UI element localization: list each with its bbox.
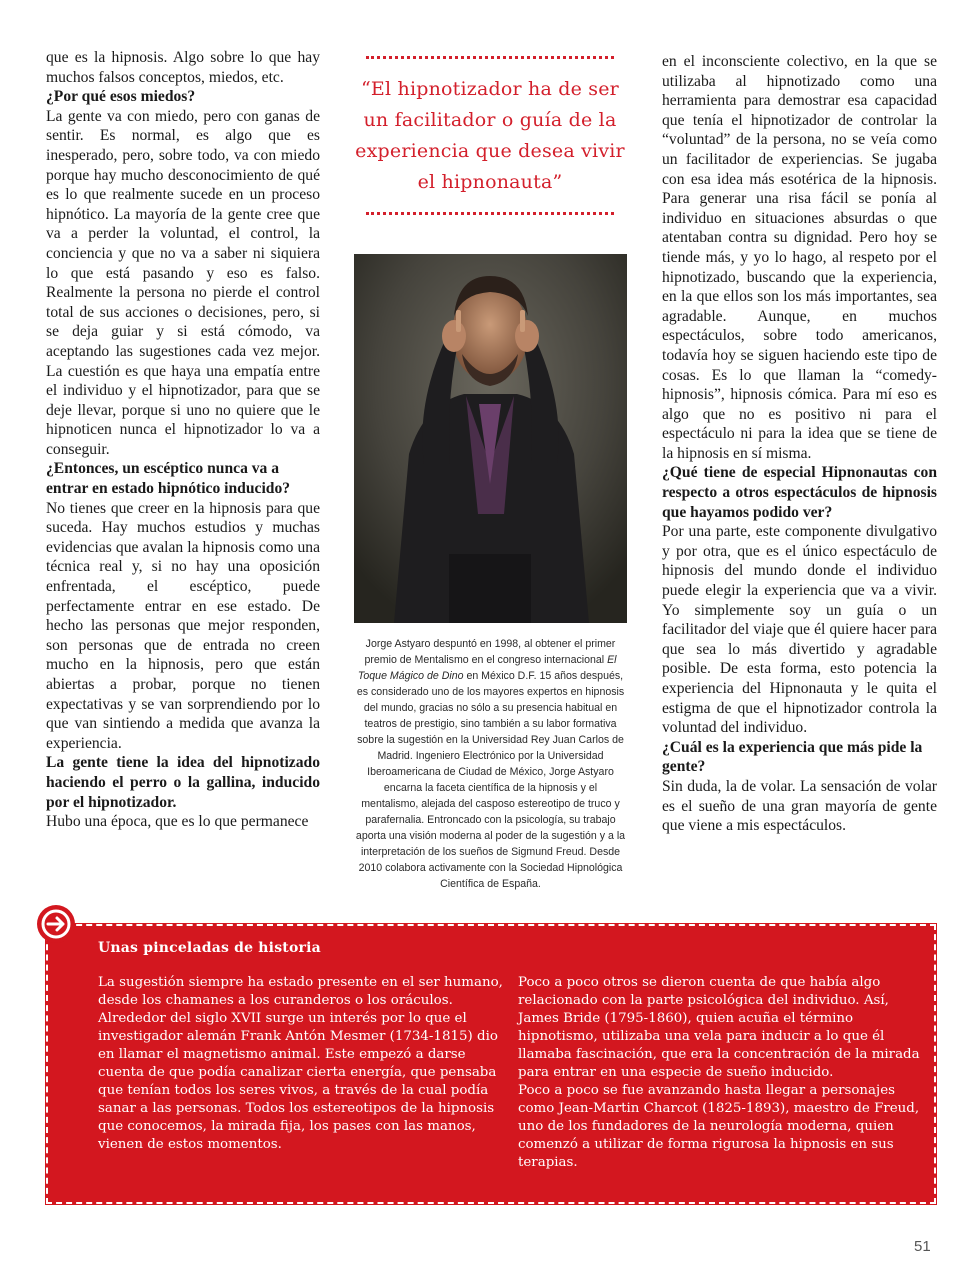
interview-question-5: ¿Cuál es la experiencia que más pide la gente?: [662, 738, 923, 776]
left-paragraph-3: No tienes que creer en la hipnosis para que suceda. Hay muchos estudios y muchas evidencias que avalan la hipnosis como una técnica real y, si no hay una oposición enfrentada, el escéptico, puede perfectamente entrar en ese estado. De hecho las personas que mejor responden, son personas que de entrada no creen mucho en la hipnosis, pero que están abiertas a probar, porque no tienen expectativas y se van sorprendiendo por lo que van sintiendo a medida que avanza la experiencia.: [46, 499, 320, 752]
page-number: 51: [914, 1238, 931, 1255]
left-paragraph-4: Hubo una época, que es lo que permanece: [46, 813, 309, 831]
history-paragraph-4: Poco a poco se fue avanzando hasta llegar a personajes como Jean-Martin Charcot (1825-1893), maestro de Freud, uno de los fundadores de la neurología moderna, quien comenzó a utilizar de forma rigurosa la hipnosis en sus terapias.: [518, 1083, 920, 1170]
right-paragraph-1: en el inconsciente colectivo, en la que se utilizaba al hipnotizado como una herramienta para demostrar esa capacidad que tenía el hipnotizador de controlar la “voluntad” de la persona, no se veía como un facilitador de experiencias. Se jugaba con esa idea más esotérica de la hipnosis. Para generar una risa fácil se ponía al individuo en situaciones absurdas o que atentaban contra su dignidad. Pero hoy se tiende más, y yo lo hago, al respeto por el hipnotizado, buscando que la experiencia, en la que ellos son los más importantes, sea agradable. Aunque, en muchos espectáculos, sobre todo americanos, todavía hoy se siguen haciendo este tipo de cosas. Es lo que llaman la “comedy-hipnosis”, hipnosis cómica. Para mí eso es algo que no es positivo ni para el espectáculo ni para la idea que se tiene de la hipnosis en sí misma.: [662, 53, 937, 462]
quote-divider-top: [366, 56, 614, 59]
arrow-right-circle-icon: [36, 904, 76, 944]
caption-italic-title: El Toque Mágico de Dino: [357, 654, 617, 682]
interview-question-3: La gente tiene la idea del hipnotizado haciendo el perro o la gallina, inducido por el hipnotizador.: [46, 754, 320, 811]
right-paragraph-3: Sin duda, la de volar. La sensación de volar es el sueño de una gran mayoría de gente que viene a mis espectáculos.: [662, 777, 937, 835]
interview-question-1: ¿Por qué esos miedos?: [46, 88, 196, 106]
history-sidebar: [46, 924, 936, 1204]
history-left-column: [98, 974, 508, 1154]
interview-question-4: ¿Qué tiene de especial Hipnonautas con respecto a otros espectáculos de hipnosis que hayamos podido ver?: [662, 464, 937, 521]
history-right-column: [518, 974, 928, 1172]
caption-text-2: en México D.F. 15 años después, es considerado uno de los mayores expertos en hipnosis del mundo, gracias no sólo a su presencia habitual en teatros de prestigio, sino también a su labor formativa sobre la sugestión en la Universidad Rey Juan Carlos de Madrid. Ingeniero Electrónico por la Universidad Iberoamericana de Ciudad de México, Jorge Astyaro encarna la faceta científica de la hipnosis y el mentalismo, alejada del casposo estereotipo de truco y parafernalia. Entroncado con la psicología, su trabajo aporta una visión moderna al poder de la sugestión y a la interpretación de los sueños de Sigmund Freud. Desde 2010 colabora activamente con la Sociedad Hipnológica Científica de España.: [355, 670, 626, 890]
history-paragraph-3: Poco a poco otros se dieron cuenta de que había algo relacionado con la parte psicológica del individuo. Así, James Bride (1795-1860), quien acuña el término hipnotismo, utilizaba una vela para inducir a lo que él llamaba fascinación, que era la concentración de la mirada para entrar en una especie de sueño inducido.: [518, 975, 920, 1080]
left-column: [46, 48, 320, 832]
interview-question-2: ¿Entonces, un escéptico nunca va a entrar en estado hipnótico inducido?: [46, 460, 291, 498]
history-paragraph-2: Alrededor del siglo XVII surge un interés por lo que el investigador alemán Frank Antón Mesmer (1734-1815) dio en llamar el magnetismo animal. Este empezó a darse cuenta de que podía canalizar cierta energía, que pensaba que tenían todos los seres vivos, a través de la cual podía sanar a las personas. Todos los estereotipos de la hipnosis que conocemos, la mirada fija, los pases con las manos, vienen de estos momentos.: [98, 1011, 498, 1152]
photo-caption: [354, 636, 627, 892]
pull-quote: “El hipnotizador ha de ser un facilitador o guía de la experiencia que desea vivir el hipnonauta”: [355, 78, 625, 193]
right-paragraph-2: Por una parte, este componente divulgativo y por otra, que es el único espectáculo de hipnosis del mundo donde el individuo puede elegir la experiencia que va a vivir. Yo simplemente soy un guía o un facilitador del viaje que él quiere hacer para que sea lo más divertido y agradable posible. De esta forma, esto potencia la experiencia del Hipnonauta y le quita el estigma de que el hipnotizador controla la voluntad del individuo.: [662, 523, 937, 737]
caption-text-1: Jorge Astyaro despuntó en 1998, al obtener el primer premio de Mentalismo en el congreso internacional: [364, 638, 616, 666]
left-paragraph-1: que es la hipnosis. Algo sobre lo que hay muchos falsos conceptos, miedos, etc.: [46, 49, 320, 86]
portrait-illustration: [354, 254, 627, 623]
portrait-photo: [354, 254, 627, 623]
left-paragraph-2: La gente va con miedo, pero con ganas de sentir. Es normal, es algo que es inesperado, pero, sobre todo, va con miedo porque hay mucho desconocimiento de qué es lo que realmente sucede en un proceso hipnótico. La mayoría de la gente cree que va a perder la voluntad, el control, la conciencia y que no va a saber ni siquiera lo que está pasando y eso es falso. Realmente la persona no pierde el control total de sus acciones o decisiones, pero, si se deja guiar y si está cómodo, va aceptando las sugestiones cada vez mejor. La cuestión es que haya una empatía entre el individuo y el hipnotizador, para que se deje llevar, porque si uno no quiere que le hipnoticen nunca el hipnotizador lo va a conseguir.: [46, 107, 320, 458]
history-paragraph-1: La sugestión siempre ha estado presente en el ser humano, desde los chamanes a los curanderos o los oráculos.: [98, 975, 503, 1008]
right-column: [662, 52, 937, 836]
quote-divider-bottom: [366, 212, 614, 215]
history-title: Unas pinceladas de historia: [98, 940, 321, 956]
